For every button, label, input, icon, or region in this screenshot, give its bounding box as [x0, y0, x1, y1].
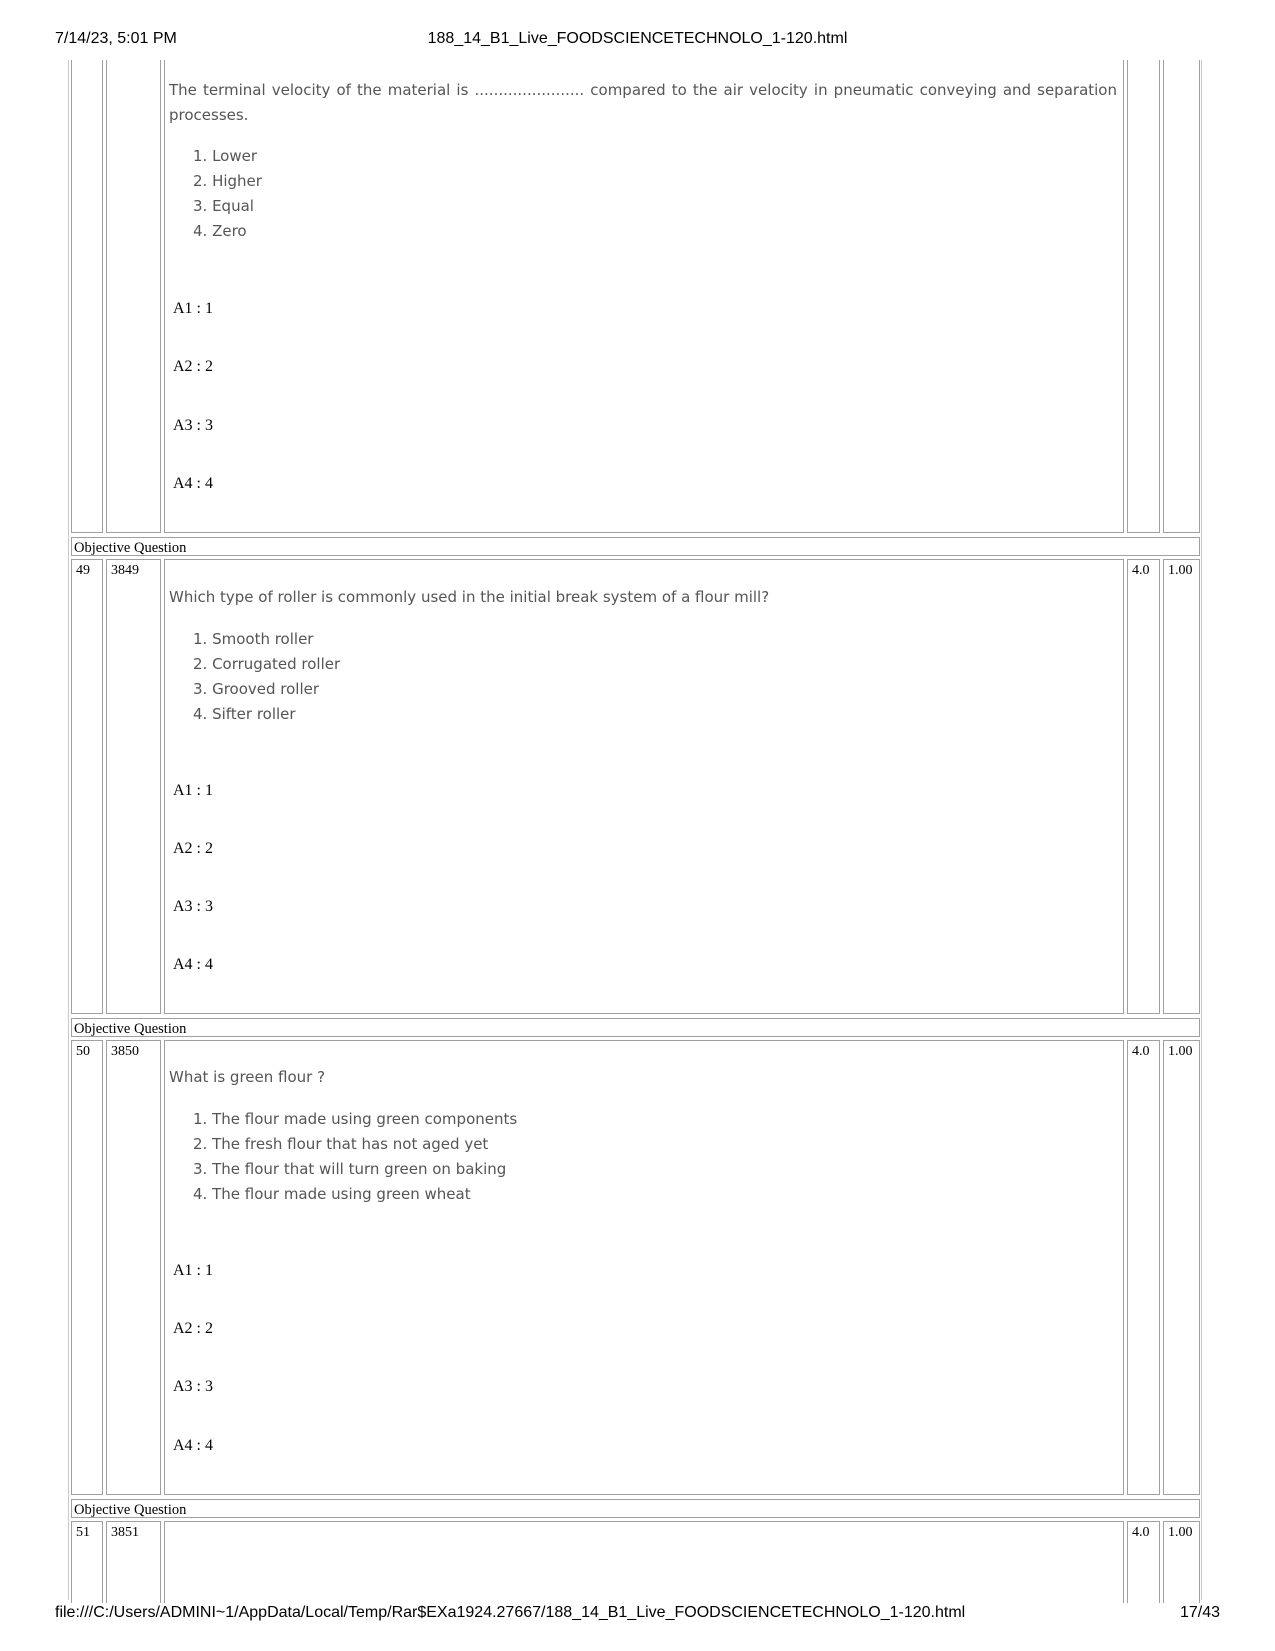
negative-marks-value: 1.00 [1163, 1040, 1200, 1495]
question-text: Which type of roller is commonly used in the initial break system of a flour mill? [169, 588, 770, 606]
question-type-label: Objective Question [71, 1499, 1200, 1518]
negative-marks-cell [1163, 60, 1200, 533]
option-item: 4. The flour made using green wheat [193, 1185, 471, 1203]
answer-a1: A1 : 1 [173, 1262, 213, 1279]
marks-value: 4.0 [1127, 559, 1160, 1014]
options-list [193, 144, 262, 244]
answer-a2: A2 : 2 [173, 358, 213, 375]
option-item: 1. The flour made using green components [193, 1110, 518, 1128]
qid-cell [106, 60, 161, 533]
question-body-cell [164, 1040, 1124, 1495]
question-body-cell [164, 1521, 1124, 1603]
answer-a3: A3 : 3 [173, 417, 213, 434]
file-path: file:///C:/Users/ADMINI~1/AppData/Local/Temp/Rar$EXa1924.27667/188_14_B1_Live_FOODSCIENCETECHNOLO_1-120.html [55, 1604, 966, 1621]
marks-value: 4.0 [1127, 1521, 1160, 1603]
answer-a4: A4 : 4 [173, 475, 213, 492]
sno-cell [71, 60, 103, 533]
page-number: 17/43 [1179, 1604, 1220, 1621]
options-list [193, 627, 340, 727]
marks-cell [1127, 60, 1160, 533]
question-body-cell [164, 60, 1124, 533]
answer-a2: A2 : 2 [173, 1320, 213, 1337]
option-item: 4. Sifter roller [193, 705, 296, 723]
question-body-cell [164, 559, 1124, 1014]
question-text: The terminal velocity of the material is ....................... compared to the air velocity in pneumatic conveying and separation processes. [169, 81, 1117, 124]
question-type-label: Objective Question [71, 537, 1200, 556]
options-list [193, 1107, 517, 1207]
option-item: 1. Lower [193, 147, 258, 165]
answer-a4: A4 : 4 [173, 956, 213, 973]
question-id: 3851 [106, 1521, 161, 1603]
option-item: 1. Smooth roller [193, 630, 314, 648]
answer-a3: A3 : 3 [173, 1378, 213, 1395]
print-footer [0, 1604, 1275, 1628]
marks-value: 4.0 [1127, 1040, 1160, 1495]
serial-number: 51 [71, 1521, 103, 1603]
print-header [0, 30, 1275, 54]
answer-a3: A3 : 3 [173, 898, 213, 915]
answer-a1: A1 : 1 [173, 782, 213, 799]
document-title: 188_14_B1_Live_FOODSCIENCETECHNOLO_1-120.html [427, 30, 848, 47]
option-item: 4. Zero [193, 222, 247, 240]
answer-a2: A2 : 2 [173, 840, 213, 857]
question-type-label: Objective Question [71, 1018, 1200, 1037]
answer-a4: A4 : 4 [173, 1437, 213, 1454]
option-item: 2. Corrugated roller [193, 655, 341, 673]
question-id: 3850 [106, 1040, 161, 1495]
option-item: 3. Equal [193, 197, 254, 215]
negative-marks-value: 1.00 [1163, 559, 1200, 1014]
answer-a1: A1 : 1 [173, 300, 213, 317]
negative-marks-value: 1.00 [1163, 1521, 1200, 1603]
print-datetime: 7/14/23, 5:01 PM [55, 30, 177, 47]
question-text: What is green flour ? [169, 1068, 326, 1086]
option-item: 3. The flour that will turn green on baking [193, 1160, 507, 1178]
serial-number: 49 [71, 559, 103, 1014]
option-item: 2. Higher [193, 172, 262, 190]
option-item: 2. The fresh flour that has not aged yet [193, 1135, 489, 1153]
question-id: 3849 [106, 559, 161, 1014]
option-item: 3. Grooved roller [193, 680, 320, 698]
serial-number: 50 [71, 1040, 103, 1495]
